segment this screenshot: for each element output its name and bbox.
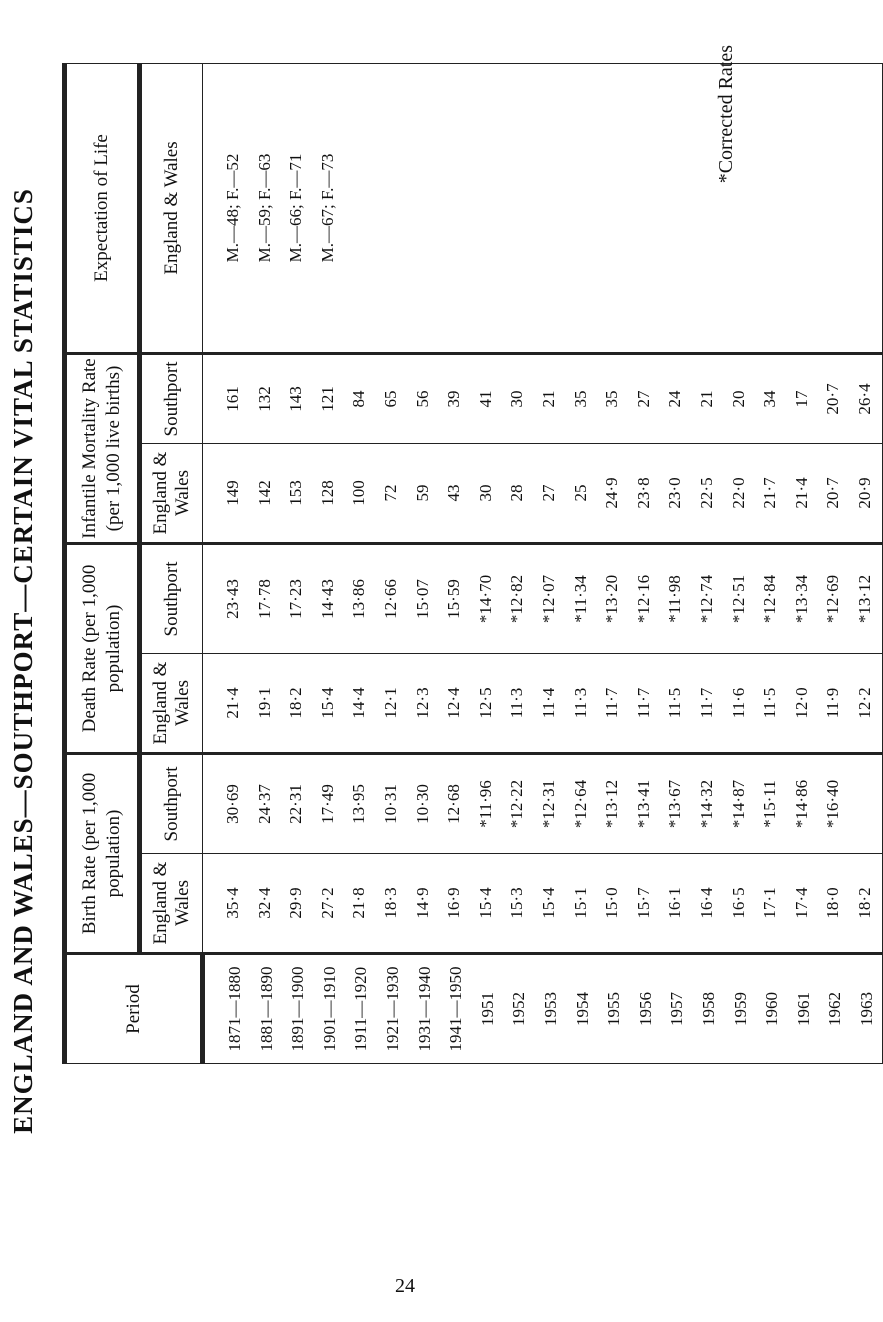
infant-sp-cell: 34 <box>760 390 780 408</box>
periods-cell: 1951 <box>477 992 497 1026</box>
infant-ew-cell: 43 <box>444 484 464 502</box>
birth-ew-cell: 18·2 <box>854 887 874 919</box>
death-sp-cell: *12·51 <box>728 574 748 624</box>
infant-ew-cell: 30 <box>475 484 495 502</box>
death-sp-cell: *12·82 <box>507 574 527 624</box>
infant-sp-cell: 132 <box>254 386 274 412</box>
birth-sp-header: Southport <box>140 754 203 854</box>
infant-ew-cell: 153 <box>286 480 306 506</box>
birth-sp-cell: 12·68 <box>444 784 464 824</box>
infant-sp-cell: 30 <box>507 390 527 408</box>
birth-sp-cell: *14·86 <box>791 779 811 829</box>
birth-rate-header: Birth Rate (per 1,000 population) <box>65 754 140 954</box>
death-sp-cell: *12·07 <box>538 574 558 624</box>
birth-sp-cell: 10·31 <box>380 784 400 824</box>
birth-sp-cell: *12·22 <box>507 779 527 829</box>
infant-sp-cell: 20·7 <box>823 383 843 415</box>
infant-sp-cell: 121 <box>317 386 337 412</box>
death-ew-cell: 11·7 <box>696 687 716 719</box>
death-ew-cell: 12·3 <box>412 687 432 719</box>
death-sp-cell: *11·98 <box>665 575 685 623</box>
death-ew-cell: 11·9 <box>823 687 843 719</box>
infant-ew-column <box>203 444 883 544</box>
birth-ew-cell: 15·4 <box>475 887 495 919</box>
birth-ew-cell: 16·1 <box>665 887 685 919</box>
expectation-header: Expectation of Life <box>65 63 140 353</box>
death-ew-cell: 21·4 <box>223 687 242 719</box>
death-sp-cell: *12·69 <box>823 574 843 624</box>
birth-sp-cell: *16·40 <box>823 779 843 829</box>
expectation-values-cell: M.—66; F.—71 <box>286 153 306 263</box>
birth-sp-cell: *14·87 <box>728 779 748 829</box>
infant-ew-cell: 21·4 <box>791 477 811 509</box>
birth-ew-column <box>203 854 883 954</box>
infant-ew-cell: 128 <box>317 480 337 506</box>
birth-ew-cell: 18·0 <box>823 887 843 919</box>
periods-cell: 1952 <box>509 992 529 1026</box>
infant-ew-cell: 149 <box>223 480 242 506</box>
birth-ew-cell: 32·4 <box>254 887 274 919</box>
death-ew-cell: 12·5 <box>475 687 495 719</box>
periods-cell: 1958 <box>698 992 718 1026</box>
periods-cell: 1954 <box>572 992 592 1026</box>
infant-sp-cell: 35 <box>602 390 622 408</box>
death-sp-cell: *12·16 <box>633 574 653 624</box>
expectation-values-cell: M.—59; F.—63 <box>254 153 274 263</box>
birth-ew-cell: 14·9 <box>412 887 432 919</box>
birth-ew-cell: 15·0 <box>602 887 622 919</box>
birth-ew-cell: 15·4 <box>538 887 558 919</box>
infant-sp-cell: 41 <box>475 390 495 408</box>
birth-ew-cell: 16·4 <box>696 887 716 919</box>
birth-sp-cell: 13·95 <box>349 784 369 824</box>
infant-ew-cell: 142 <box>254 480 274 506</box>
infant-ew-cell: 100 <box>349 480 369 506</box>
death-sp-header: Southport <box>140 544 203 654</box>
birth-sp-cell: *12·64 <box>570 779 590 829</box>
death-sp-cell: *12·84 <box>760 574 780 624</box>
birth-sp-cell: *11·96 <box>475 780 495 828</box>
death-sp-cell: *13·34 <box>791 574 811 624</box>
periods-cell: 1961 <box>793 992 813 1026</box>
death-ew-cell: 11·7 <box>602 687 622 719</box>
birth-ew-cell: 16·5 <box>728 887 748 919</box>
death-ew-cell: 11·7 <box>633 687 653 719</box>
death-sp-cell: 15·07 <box>412 579 432 619</box>
periods-cell: 1957 <box>667 992 687 1026</box>
birth-ew-header: England & Wales <box>140 854 203 954</box>
periods-cell: 1959 <box>730 992 750 1026</box>
infant-sp-cell: 24 <box>665 390 685 408</box>
periods-cell: 1901—1910 <box>319 966 339 1052</box>
expectation-ew-header: England & Wales <box>140 63 203 353</box>
death-sp-cell: *12·74 <box>696 574 716 624</box>
infant-ew-cell: 20·9 <box>854 477 874 509</box>
page-number: 24 <box>395 1275 415 1297</box>
infant-sp-cell: 26·4 <box>854 383 874 415</box>
periods-cell: 1963 <box>856 992 876 1026</box>
infant-sp-cell: 20 <box>728 390 748 408</box>
periods-cell: 1955 <box>604 992 624 1026</box>
periods-cell: 1960 <box>762 992 782 1026</box>
death-ew-cell: 11·4 <box>538 687 558 719</box>
infant-ew-cell: 27 <box>538 484 558 502</box>
death-ew-cell: 14·4 <box>349 687 369 719</box>
infant-ew-cell: 20·7 <box>823 477 843 509</box>
infant-sp-cell: 56 <box>412 390 432 408</box>
death-ew-cell: 11·3 <box>507 687 527 719</box>
periods-cell: 1911—1920 <box>351 966 371 1052</box>
birth-sp-cell: *13·12 <box>602 779 622 829</box>
period-header: Period <box>65 954 203 1064</box>
infant-sp-cell: 39 <box>444 390 464 408</box>
death-ew-cell: 11·3 <box>570 687 590 719</box>
infant-ew-header: England & Wales <box>140 444 203 544</box>
birth-ew-cell: 27·2 <box>317 887 337 919</box>
birth-ew-cell: 17·4 <box>791 887 811 919</box>
infant-sp-cell: 35 <box>570 390 590 408</box>
infant-ew-cell: 21·7 <box>760 477 780 509</box>
infant-sp-cell: 17 <box>791 390 811 408</box>
death-sp-cell: 13·86 <box>349 579 369 619</box>
birth-ew-cell: 16·9 <box>444 887 464 919</box>
death-ew-cell: 12·4 <box>444 687 464 719</box>
birth-sp-cell: *14·32 <box>696 779 716 829</box>
infant-sp-header: Southport <box>140 353 203 443</box>
death-ew-cell: 11·6 <box>728 687 748 719</box>
periods-cell: 1953 <box>540 992 560 1026</box>
periods-cell: 1891—1900 <box>288 966 308 1052</box>
birth-ew-cell: 17·1 <box>760 887 780 919</box>
expectation-values-cell: M.—67; F.—73 <box>317 153 337 263</box>
death-sp-cell: *11·34 <box>570 575 590 623</box>
infant-sp-column <box>203 353 883 443</box>
periods-cell: 1871—1880 <box>225 966 244 1052</box>
death-sp-cell: *13·20 <box>602 574 622 624</box>
death-rate-header: Death Rate (per 1,000 population) <box>65 544 140 754</box>
death-sp-cell: 15·59 <box>444 579 464 619</box>
infant-ew-cell: 24·9 <box>602 477 622 509</box>
birth-ew-cell: 29·9 <box>286 887 306 919</box>
birth-ew-cell: 15·3 <box>507 887 527 919</box>
birth-sp-cell: *15·11 <box>760 780 780 828</box>
death-ew-cell: 12·0 <box>791 687 811 719</box>
birth-sp-cell <box>849 755 881 853</box>
infant-ew-cell: 59 <box>412 484 432 502</box>
infant-sp-cell: 21 <box>538 390 558 408</box>
birth-ew-cell: 18·3 <box>380 887 400 919</box>
death-sp-cell: 23·43 <box>223 579 242 619</box>
expectation-values-cell: M.—48; F.—52 <box>223 153 242 263</box>
death-ew-cell: 18·2 <box>286 687 306 719</box>
birth-sp-cell: *12·31 <box>538 779 558 829</box>
page-title: ENGLAND AND WALES—SOUTHPORT—CERTAIN VITAL STATISTICS <box>8 188 38 1134</box>
expectation-column <box>203 63 883 353</box>
infant-sp-cell: 143 <box>286 386 306 412</box>
birth-sp-cell: *13·41 <box>633 779 653 829</box>
death-sp-cell: *13·12 <box>854 574 874 624</box>
death-sp-cell: *14·70 <box>475 574 495 624</box>
infant-sp-cell: 84 <box>349 390 369 408</box>
infant-ew-cell: 72 <box>380 484 400 502</box>
death-sp-column <box>203 544 883 654</box>
infant-ew-cell: 23·8 <box>633 477 653 509</box>
infant-sp-cell: 65 <box>380 390 400 408</box>
birth-ew-cell: 35·4 <box>223 887 242 919</box>
periods-cell: 1941—1950 <box>446 966 466 1052</box>
birth-ew-cell: 15·1 <box>570 887 590 919</box>
birth-sp-cell: 24·37 <box>254 784 274 824</box>
death-ew-cell: 12·2 <box>854 687 874 719</box>
birth-ew-cell: 15·7 <box>633 887 653 919</box>
periods-cell: 1881—1890 <box>256 966 276 1052</box>
infant-ew-cell: 25 <box>570 484 590 502</box>
death-ew-cell: 12·1 <box>380 687 400 719</box>
periods-cell: 1931—1940 <box>414 966 434 1052</box>
death-sp-cell: 17·78 <box>254 579 274 619</box>
infant-ew-cell: 22·5 <box>696 477 716 509</box>
death-sp-cell: 12·66 <box>380 579 400 619</box>
periods-cell: 1921—1930 <box>382 966 402 1052</box>
infant-ew-cell: 23·0 <box>665 477 685 509</box>
birth-sp-cell: 22·31 <box>286 784 306 824</box>
infant-mortality-header: Infantile Mortality Rate (per 1,000 live births) <box>65 353 140 543</box>
death-sp-cell: 17·23 <box>286 579 306 619</box>
birth-sp-cell: *13·67 <box>665 779 685 829</box>
infant-ew-cell: 28 <box>507 484 527 502</box>
birth-sp-column <box>203 754 883 854</box>
death-ew-cell: 15·4 <box>317 687 337 719</box>
birth-sp-cell: 30·69 <box>223 784 242 824</box>
birth-sp-cell: 17·49 <box>317 784 337 824</box>
death-sp-cell: 14·43 <box>317 579 337 619</box>
vital-statistics-table <box>62 63 883 1064</box>
periods-cell: 1956 <box>635 992 655 1026</box>
periods-cell: 1962 <box>825 992 845 1026</box>
infant-ew-cell: 22·0 <box>728 477 748 509</box>
birth-ew-cell: 21·8 <box>349 887 369 919</box>
infant-sp-cell: 21 <box>696 390 716 408</box>
death-ew-column <box>203 654 883 754</box>
death-ew-cell: 11·5 <box>665 687 685 719</box>
death-ew-header: England & Wales <box>140 654 203 754</box>
infant-sp-cell: 27 <box>633 390 653 408</box>
death-ew-cell: 19·1 <box>254 687 274 719</box>
death-ew-cell: 11·5 <box>760 687 780 719</box>
period-column <box>203 954 883 1064</box>
infant-sp-cell: 161 <box>223 386 242 412</box>
footnote: *Corrected Rates <box>715 45 737 184</box>
birth-sp-cell: 10·30 <box>412 784 432 824</box>
